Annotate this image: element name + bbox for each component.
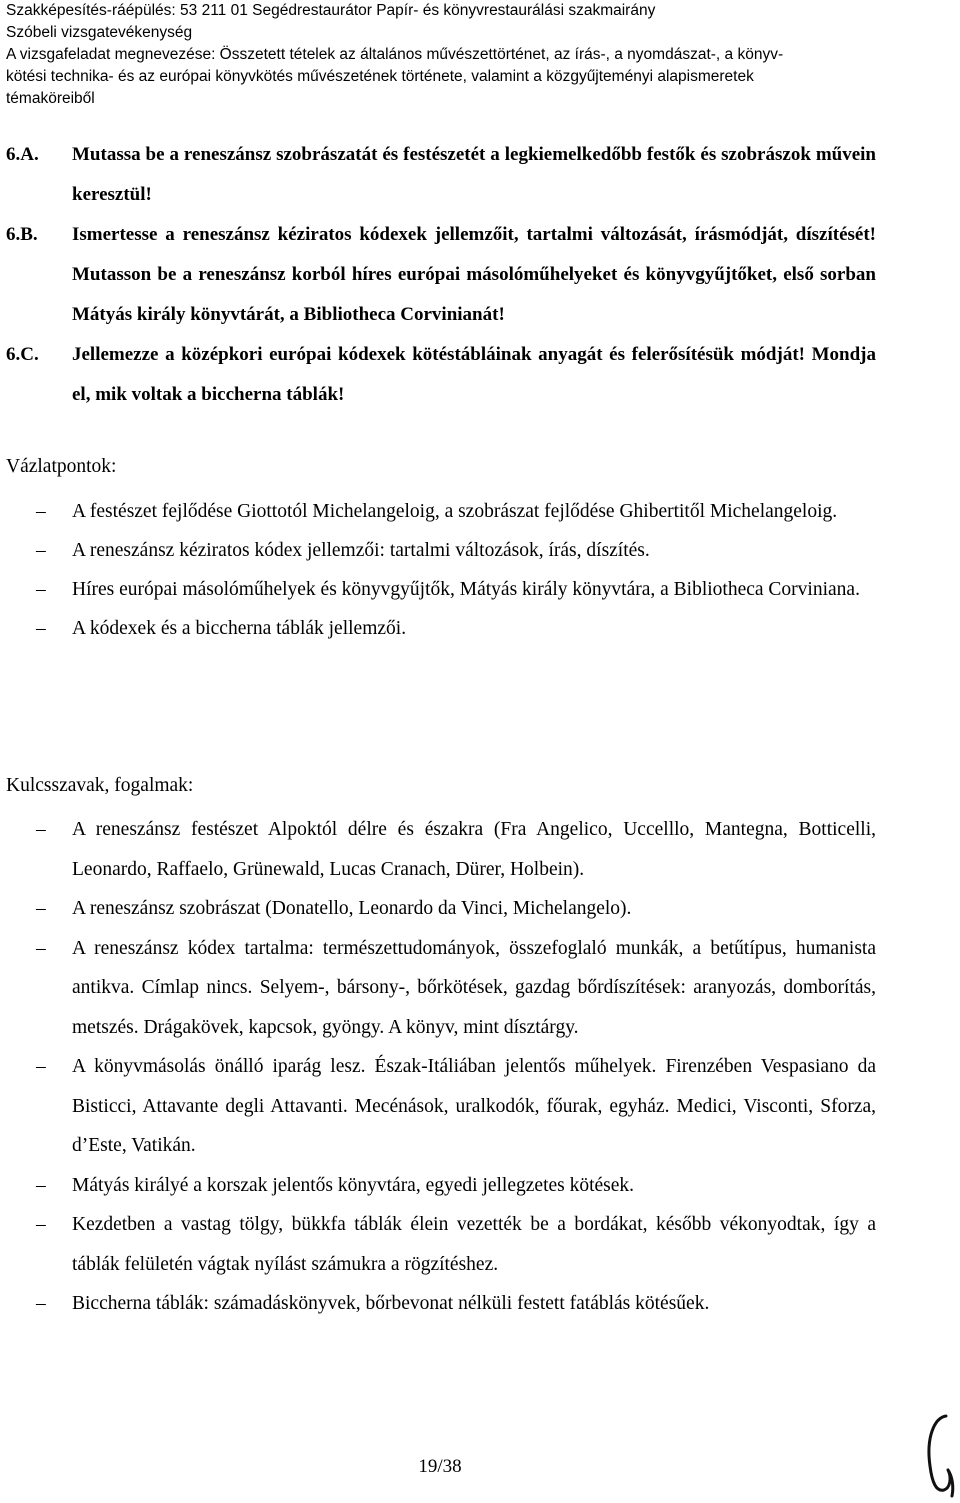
list-item [6, 1166, 876, 1206]
list-item-text: A festészet fejlődése Giottotól Michelangeloig, a szobrászat fejlődése Ghibertitől Michelangeloig. [72, 501, 838, 522]
dash-bullet: – [36, 1174, 46, 1196]
dash-bullet: – [36, 579, 46, 600]
list-item [6, 810, 876, 889]
list-item [6, 1284, 876, 1324]
keywords-title: Kulcsszavak, fogalmak: [6, 775, 194, 796]
task-code: 6.C. [6, 344, 39, 365]
page-number: 19/38 [418, 1456, 462, 1477]
outline-list [6, 492, 876, 648]
dash-bullet: – [36, 1293, 46, 1314]
dash-bullet: – [36, 501, 46, 522]
header-qualification: Szakképesítés-ráépülés: 53 211 01 Segédrestaurátor Papír- és könyvrestaurálási szakmairány [6, 2, 656, 19]
list-item-text: A reneszánsz festészet Alpoktól délre és északra (Fra Angelico, Uccelllo, Mantegna, Botticelli, Leonardo, Raffaelo, Grünewald, Lucas Cranach, Dürer, Holbein). [72, 819, 876, 880]
task-6c [6, 335, 876, 415]
list-item-text: Mátyás királyé a korszak jelentős könyvtára, egyedi jellegzetes kötések. [72, 1174, 635, 1196]
document-header [6, 0, 951, 110]
list-item-text: Biccherna táblák: számadáskönyvek, bőrbevonat nélküli festett fatáblás kötésűek. [72, 1293, 710, 1314]
list-item [6, 609, 876, 648]
dash-bullet: – [36, 819, 46, 840]
signature-mark [918, 1408, 958, 1498]
dash-bullet: – [36, 540, 46, 561]
header-exam-activity: Szóbeli vizsgatevékenység [6, 24, 193, 41]
exam-tasks [6, 135, 876, 415]
dash-bullet: – [36, 1214, 46, 1235]
list-item-text: Híres európai másolóműhelyek és könyvgyűjtők, Mátyás király könyvtára, a Bibliotheca Corviniana. [72, 579, 860, 600]
list-item [6, 1205, 876, 1284]
list-item [6, 531, 876, 570]
task-code: 6.B. [6, 224, 38, 245]
list-item [6, 570, 876, 609]
list-item [6, 1047, 876, 1166]
dash-bullet: – [36, 898, 46, 919]
task-text: Ismertesse a reneszánsz kéziratos kódexek jellemzőit, tartalmi változását, írásmódját, díszítését! Mutasson be a reneszánsz korból híres európai másolóműhelyeket és könyvgyűjtőket, első sorban Mátyás király könyvtárát, a Bibliotheca Corvinianát! [72, 224, 876, 325]
header-task-name-line-2: kötési technika- és az európai könyvkötés művészetének története, valamint a közgyűjteményi alapismeretek [6, 68, 754, 85]
header-task-name-line-1: A vizsgafeladat megnevezése: Összetett tételek az általános művészettörténet, az írás-, a nyomdászat-, a könyv- [6, 46, 784, 63]
outline-title: Vázlatpontok: [6, 456, 117, 477]
list-item [6, 929, 876, 1048]
dash-bullet: – [36, 618, 46, 639]
list-item-text: A kódexek és a biccherna táblák jellemzői. [72, 618, 407, 639]
list-item [6, 492, 876, 531]
task-text: Jellemezze a középkori európai kódexek kötéstábláinak anyagát és felerősítésük módját! Mondja el, mik voltak a biccherna táblák! [72, 344, 876, 405]
list-item-text: A reneszánsz kéziratos kódex jellemzői: tartalmi változások, írás, díszítés. [72, 540, 650, 561]
task-text: Mutassa be a reneszánsz szobrászatát és festészetét a legkiemelkedőbb festők és szobrászok művein keresztül! [72, 144, 876, 205]
list-item-text: A reneszánsz kódex tartalma: természettudományok, összefoglaló munkák, a betűtípus, humanista antikva. Címlap nincs. Selyem-, bársony-, bőrkötések, gazdag bőrdíszítések: aranyozás, domborítás, metszés. Drágakövek, kapcsok, gyöngy. A könyv, mint dísztárgy. [72, 937, 876, 1038]
task-code: 6.A. [6, 144, 39, 165]
list-item-text: A könyvmásolás önálló iparág lesz. Észak-Itáliában jelentős műhelyek. Firenzében Vespasiano da Bisticci, Attavante degli Attavanti. Mecénások, uralkodók, főurak, egyház. Medici, Visconti, Sforza, d’Este, Vatikán. [72, 1056, 876, 1156]
task-6b [6, 215, 876, 335]
header-task-name-line-3: témaköreiből [6, 90, 95, 107]
list-item-text: A reneszánsz szobrászat (Donatello, Leonardo da Vinci, Michelangelo). [72, 898, 632, 919]
task-6a [6, 135, 876, 215]
dash-bullet: – [36, 937, 46, 959]
list-item-text: Kezdetben a vastag tölgy, bükkfa táblák élein vezették be a bordákat, később vékonyodtak, így a táblák felületén vágtak nyílást számukra a rögzítéshez. [72, 1214, 876, 1275]
list-item [6, 889, 876, 929]
keywords-list [6, 810, 876, 1324]
dash-bullet: – [36, 1056, 46, 1077]
